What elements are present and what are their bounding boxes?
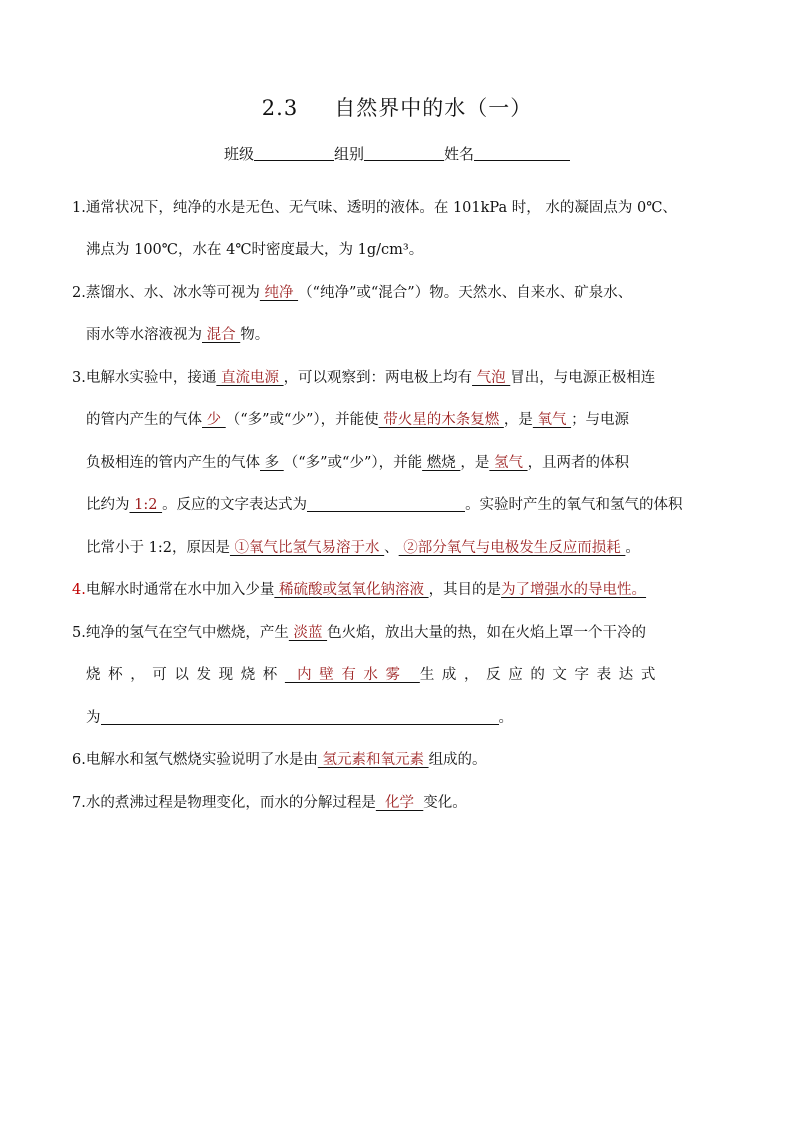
question-4-text-1b: ，其目的是	[428, 582, 502, 598]
question-5-text-3b: 。	[498, 710, 513, 726]
question-3-text-5a: 比常小于 1:2，原因是	[86, 540, 230, 556]
question-2-answer-1: 纯净	[259, 285, 299, 301]
group-field[interactable]	[364, 160, 444, 161]
question-3-text-3d: ，且两者的体积	[527, 455, 630, 471]
question-3-line-1	[72, 368, 732, 388]
question-7-line-1	[72, 793, 732, 813]
question-6-text-1b: 组成的。	[428, 752, 487, 768]
question-6-line-1	[72, 750, 732, 770]
question-3-text-3c: ，是	[460, 455, 490, 471]
question-2-line-2	[86, 325, 746, 345]
question-4-answer-1: 稀硫酸或氢氧化钠溶液	[274, 582, 429, 598]
question-3-answer-9: 1:2	[129, 497, 163, 513]
question-3-answer-6: 多	[260, 455, 284, 471]
question-1-line-1	[72, 198, 732, 218]
student-info-line	[0, 143, 794, 164]
question-7-answer-1: 化学	[375, 795, 424, 811]
question-4-answer-2: 为了增强水的导电性。	[501, 582, 647, 598]
question-3-text-1b: ，可以观察到：两电极上均有	[283, 370, 473, 386]
question-5-text-3a: 为	[86, 710, 101, 726]
group-label: 组别	[333, 145, 364, 163]
question-3-answer-10: ①氧气比氢气易溶于水	[229, 540, 385, 556]
question-7-number: 7.	[72, 795, 86, 811]
question-3-text-2a: 的管内产生的气体	[86, 412, 202, 428]
question-5-line-1	[72, 623, 732, 643]
question-3-text-5c: 。	[625, 540, 640, 556]
question-2-line-1	[72, 283, 732, 303]
question-6-answer-1: 氢元素和氧元素	[317, 752, 429, 768]
question-3-expression-blank[interactable]	[307, 497, 465, 512]
question-3-text-2c: ，是	[503, 412, 533, 428]
question-1-text-2: 沸点为 100℃，水在 4℃时密度最大，为 1g/cm³。	[86, 242, 424, 258]
question-3-text-5b: 、	[384, 540, 399, 556]
question-3-answer-3: 少	[202, 412, 226, 428]
question-3-text-3a: 负极相连的管内产生的气体	[86, 455, 260, 471]
question-5-text-2b: 生成，反应的文字表达式	[419, 667, 663, 683]
class-field[interactable]	[254, 160, 334, 161]
question-3-answer-11: ②部分氧气与电极发生反应而损耗	[398, 540, 626, 556]
question-3-text-1a: 电解水实验中，接通	[85, 370, 217, 386]
question-4-text-1a: 电解水时通常在水中加入少量	[85, 582, 275, 598]
question-3-text-1c: 冒出，与电源正极相连	[510, 370, 656, 386]
question-2-text-2a: 雨水等水溶液视为	[86, 327, 202, 343]
question-3-line-3	[86, 453, 746, 473]
question-4-line-1	[72, 580, 732, 600]
section-number: 2.3	[261, 96, 299, 120]
question-5-answer-1: 淡蓝	[288, 625, 328, 641]
question-3-text-3b: （“多”或“少”），并能	[283, 455, 423, 471]
question-7-text-1b: 变化。	[423, 795, 467, 811]
question-6-number: 6.	[72, 752, 86, 768]
question-3-line-2	[86, 410, 746, 430]
question-3-text-2d: ；与电源	[571, 412, 630, 428]
question-3-text-4c: 。实验时产生的氧气和氢气的体积	[465, 497, 683, 513]
question-2-text-1a: 蒸馏水、水、冰水等可视为	[85, 285, 260, 301]
question-4-number: 4.	[72, 582, 86, 598]
question-2-number: 2.	[72, 285, 86, 301]
question-7-text-1a: 水的煮沸过程是物理变化，而水的分解过程是	[85, 795, 376, 811]
question-5-text-1a: 纯净的氢气在空气中燃烧，产生	[85, 625, 289, 641]
class-label: 班级	[223, 145, 254, 163]
question-5-text-1b: 色火焰，放出大量的热，如在火焰上罩一个干冷的	[327, 625, 647, 641]
section-title: 自然界中的水（一）	[334, 96, 533, 120]
question-5-line-3	[86, 708, 746, 728]
question-1-line-2	[86, 240, 746, 260]
question-3-answer-8: 氢气	[489, 455, 528, 471]
question-3-answer-7: 燃烧	[422, 455, 461, 471]
question-5-number: 5.	[72, 625, 86, 641]
question-3-text-4a: 比约为	[86, 497, 130, 513]
question-3-text-4b: 。反应的文字表达式为	[162, 497, 308, 513]
question-1-text-1: 通常状况下，纯净的水是无色、无气味、透明的液体。在 101kPa 时， 水的凝固点为 0℃、	[85, 200, 677, 216]
question-3-answer-4: 带火星的木条复燃	[378, 412, 504, 428]
question-1-number: 1.	[72, 200, 86, 216]
question-2-text-1b: （“纯净”或“混合”）物。天然水、自来水、矿泉水、	[298, 285, 633, 301]
question-6-text-1a: 电解水和氢气燃烧实验说明了水是由	[85, 752, 318, 768]
question-5-line-2	[86, 665, 746, 685]
question-5-expression-blank[interactable]	[101, 710, 499, 725]
question-3-answer-5: 氧气	[532, 412, 572, 428]
question-3-line-4	[86, 495, 746, 515]
question-3-text-2b: （“多”或“少”），并能使	[225, 412, 379, 428]
question-2-answer-2: 混合	[202, 327, 241, 343]
question-2-text-2b: 物。	[240, 327, 270, 343]
question-5-text-2a: 烧杯，可以发现烧杯	[86, 667, 285, 683]
name-label: 姓名	[444, 145, 475, 163]
question-3-answer-2: 气泡	[472, 370, 511, 386]
question-3-answer-1: 直流电源	[216, 370, 284, 386]
page-title	[0, 92, 794, 122]
question-3-line-5	[86, 538, 746, 558]
question-5-answer-2: 内壁有水雾	[284, 667, 420, 683]
question-3-number: 3.	[72, 370, 86, 386]
name-field[interactable]	[474, 160, 570, 161]
